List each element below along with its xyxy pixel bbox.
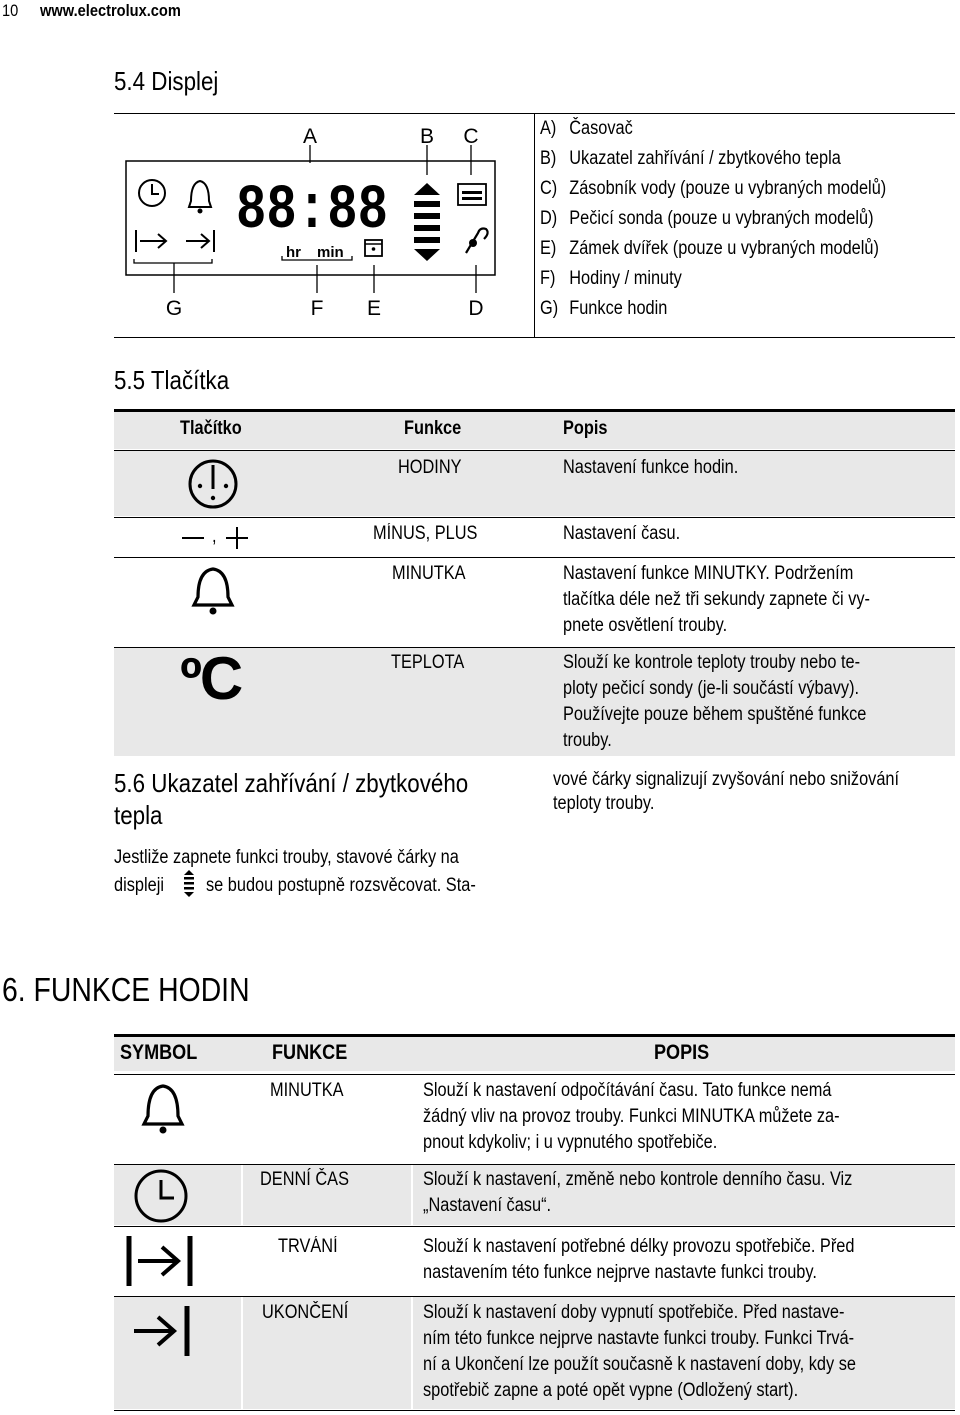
table-bottom-rule — [114, 1410, 955, 1411]
row-description: spotřebič zapne a poté opět vypne (Odložený start). — [423, 1380, 799, 1401]
row-description: Slouží k nastavení doby vypnutí spotřebiče. Před nastave- — [423, 1302, 845, 1323]
row-description: Slouží k nastavení, změně nebo kontrole denního času. Viz — [423, 1169, 853, 1190]
minus-icon — [181, 526, 205, 550]
row-description: ploty pečicí sondy (je-li součástí výbavy). — [563, 678, 860, 699]
clock-icon — [133, 1168, 189, 1224]
row-description: ním této funkce nejprve nastavte funkci trouby. Funkci Trvá- — [423, 1328, 855, 1349]
row-description: „Nastavení času“. — [423, 1195, 552, 1216]
column-header: Tlačítko — [180, 418, 242, 439]
legend-item: G) Funkce hodin — [540, 298, 668, 319]
paragraph-line: teploty trouby. — [553, 793, 655, 814]
paragraph-line: vové čárky signalizují zvyšování nebo snižování — [553, 769, 900, 790]
row-description: Slouží ke kontrole teploty trouby nebo te- — [563, 652, 861, 673]
section-title-display: 5.4 Displej — [114, 66, 219, 96]
row-divider — [114, 1296, 955, 1297]
row-description: Používejte pouze během spuštěné funkce — [563, 704, 867, 725]
row-function: MÍNUS, PLUS — [373, 523, 478, 544]
display-digits: 88:88 — [236, 175, 388, 246]
section-title-buttons: 5.5 Tlačítka — [114, 365, 230, 395]
legend-item: D) Pečicí sonda (pouze u vybraných modelů) — [540, 208, 874, 229]
column-header: POPIS — [654, 1041, 710, 1064]
row-description: nastavením této funkce nejprve nastavte funkci trouby. — [423, 1262, 817, 1283]
row-function: TRVÁNÍ — [278, 1236, 338, 1257]
row-description: pnout kdykoliv; i u vypnutého spotřebiče. — [423, 1132, 718, 1153]
legend-item: E) Zámek dvířek (pouze u vybraných modelů) — [540, 238, 879, 259]
table-row-bg — [114, 451, 555, 516]
row-description: pnete osvětlení trouby. — [563, 615, 728, 636]
row-function: MINUTKA — [392, 563, 466, 584]
column-header: SYMBOL — [120, 1041, 198, 1064]
website-link[interactable]: www.electrolux.com — [40, 1, 181, 20]
table-top-rule — [114, 1034, 955, 1037]
row-divider — [114, 1074, 955, 1075]
minus-plus-separator: , — [212, 526, 217, 547]
row-description: ní a Ukončení lze použít současně k nastavení doby, kdy se — [423, 1354, 856, 1375]
row-divider — [114, 450, 955, 451]
row-function: DENNÍ ČAS — [260, 1169, 349, 1190]
bell-icon — [190, 565, 236, 617]
clock-icon — [186, 458, 240, 510]
min-label: min — [317, 244, 344, 261]
row-description: žádný vliv na provoz trouby. Funkci MINUTKA můžete za- — [423, 1106, 840, 1127]
row-description: Slouží k nastavení potřebné délky provozu spotřebiče. Před — [423, 1236, 855, 1257]
table-top-rule — [114, 409, 955, 412]
hr-label: hr — [286, 244, 301, 261]
paragraph-line: se budou postupně rozsvěcovat. Sta- — [206, 875, 476, 896]
legend-item: C) Zásobník vody (pouze u vybraných modelů) — [540, 178, 887, 199]
row-divider — [114, 1226, 955, 1227]
row-description: Nastavení času. — [563, 523, 681, 544]
section-title-heat-indicator: 5.6 Ukazatel zahřívání / zbytkového — [114, 768, 469, 798]
label-d: D — [468, 297, 484, 320]
section-title-heat-indicator-cont: tepla — [114, 800, 163, 830]
legend-item: A) Časovač — [540, 118, 633, 139]
duration-icon — [124, 1232, 196, 1290]
label-f: F — [310, 297, 324, 320]
row-description: tlačítka déle než tři sekundy zapnete či vy- — [563, 589, 870, 610]
plus-icon — [225, 526, 249, 550]
label-a: A — [302, 125, 318, 148]
legend-item: F) Hodiny / minuty — [540, 268, 682, 289]
row-divider — [114, 557, 955, 558]
label-b: B — [419, 125, 435, 148]
label-g: G — [165, 297, 183, 320]
column-header: Funkce — [404, 418, 462, 439]
table-header-bg — [114, 1037, 955, 1071]
label-e: E — [366, 297, 382, 320]
column-header: FUNKCE — [272, 1041, 348, 1064]
row-description: Nastavení funkce MINUTKY. Podržením — [563, 563, 854, 584]
row-function: MINUTKA — [270, 1080, 344, 1101]
page-number: 10 — [2, 1, 19, 20]
end-time-icon — [130, 1302, 194, 1360]
row-divider — [114, 1164, 955, 1165]
bell-icon — [140, 1080, 186, 1136]
divider — [534, 113, 535, 337]
row-description: trouby. — [563, 730, 612, 751]
celsius-icon: ºC — [180, 645, 242, 712]
row-function: HODINY — [398, 457, 462, 478]
row-divider — [114, 517, 955, 518]
paragraph-line: displeji — [114, 875, 164, 896]
row-description: Nastavení funkce hodin. — [563, 457, 739, 478]
column-header: Popis — [563, 418, 608, 439]
display-diagram — [114, 113, 534, 337]
chapter-title-clock-functions: 6. FUNKCE HODIN — [2, 971, 250, 1008]
legend-item: B) Ukazatel zahřívání / zbytkového tepla — [540, 148, 841, 169]
heat-indicator-icon — [182, 869, 196, 899]
label-c: C — [463, 125, 479, 148]
row-description: Slouží k nastavení odpočítávání času. Tato funkce nemá — [423, 1080, 832, 1101]
paragraph-line: Jestliže zapnete funkci trouby, stavové čárky na — [114, 847, 459, 868]
divider — [114, 337, 955, 338]
row-function: TEPLOTA — [391, 652, 465, 673]
row-function: UKONČENÍ — [262, 1302, 349, 1323]
